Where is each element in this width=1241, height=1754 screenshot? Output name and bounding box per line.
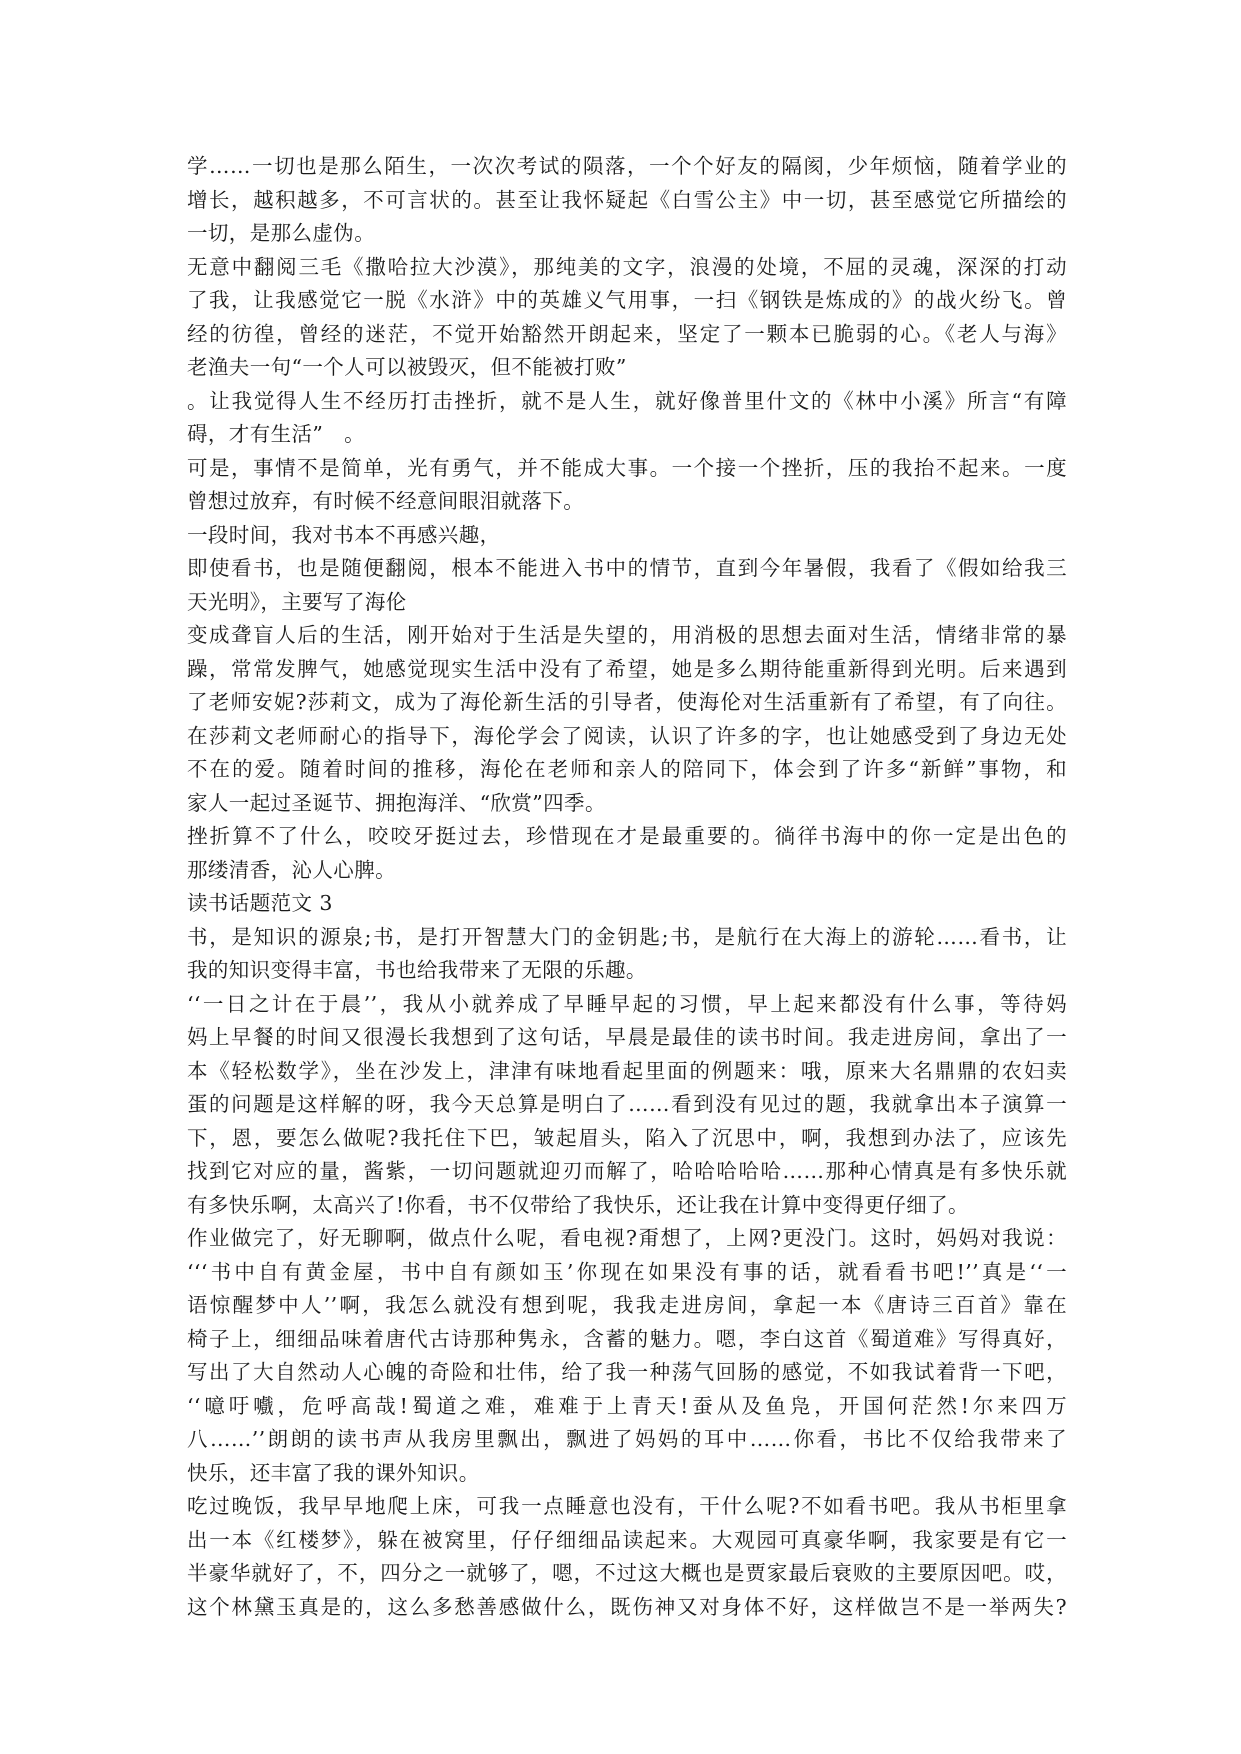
text-line: 吃过晚饭，我早早地爬上床，可我一点睡意也没有，干什么呢?不如看书吧。我从书柜里拿 — [187, 1494, 1067, 1518]
text-line: 增长，越积越多，不可言状的。甚至让我怀疑起《白雪公主》中一切，甚至感觉它所描绘的 — [187, 187, 1067, 212]
text-line: 一切，是那么虚伪。 — [187, 221, 376, 245]
text-line: 这个林黛玉真是的，这么多愁善感做什么，既伤神又对身体不好，这样做岂不是一举两失? — [187, 1594, 1067, 1619]
section-heading: 读书话题范文 3 — [187, 891, 333, 915]
text-line: 一段时间，我对书本不再感兴趣， — [187, 522, 501, 547]
text-line: ‘‘一日之计在于晨’’，我从小就养成了早睡早起的习惯，早上起来都没有什么事，等待妈 — [187, 991, 1067, 1016]
text-line: 碍，才有生活” 。 — [187, 422, 366, 446]
text-line: 可是，事情不是简单，光有勇气，并不能成大事。一个接一个挫折，压的我抬不起来。一度 — [187, 455, 1067, 480]
text-line: 我的知识变得丰富，书也给我带来了无限的乐趣。 — [187, 958, 647, 982]
text-line: ‘‘‘书中自有黄金屋，书中自有颜如玉’你现在如果没有事的话，就看看书吧!’’真是‘‘一 — [187, 1259, 1067, 1284]
text-line: 语惊醒梦中人’’啊，我怎么就没有想到呢，我我走进房间，拿起一本《唐诗三百首》靠在 — [187, 1293, 1067, 1317]
text-line: 下，恩，要怎么做呢?我托住下巴，皱起眉头，陷入了沉思中，啊，我想到办法了，应该先 — [187, 1125, 1067, 1150]
text-line: 妈上早餐的时间又很漫长我想到了这句话，早晨是最佳的读书时间。我走进房间，拿出了一 — [187, 1025, 1067, 1049]
text-line: 八……’’朗朗的读书声从我房里飘出，飘进了妈妈的耳中……你看，书比不仅给我带来了 — [187, 1427, 1067, 1451]
text-line: 出一本《红楼梦》，躲在被窝里，仔仔细细品读起来。大观园可真豪华啊，我家要是有它一 — [187, 1527, 1067, 1552]
text-line: 作业做完了，好无聊啊，做点什么呢，看电视?甭想了，上网?更没门。这时，妈妈对我说： — [187, 1226, 1067, 1250]
text-line: 挫折算不了什么，咬咬牙挺过去，珍惜现在才是最重要的。徜徉书海中的你一定是出色的 — [187, 824, 1067, 848]
text-line: 天光明》，主要写了海伦 — [187, 589, 407, 614]
text-line: 躁，常常发脾气，她感觉现实生活中没有了希望，她是多么期待能重新得到光明。后来遇到 — [187, 656, 1067, 681]
text-line: 本《轻松数学》，坐在沙发上，津津有味地看起里面的例题来：哦，原来大名鼎鼎的农妇卖 — [187, 1058, 1067, 1083]
text-line: ‘‘噫吁嚱，危呼高哉!蜀道之难，难难于上青天!蚕从及鱼凫，开国何茫然!尔来四万 — [187, 1393, 1067, 1418]
text-line: 了老师安妮?莎莉文，成为了海伦新生活的引导者，使海伦对生活重新有了希望，有了向往。 — [187, 690, 1067, 714]
text-line: 在莎莉文老师耐心的指导下，海伦学会了阅读，认识了许多的字，也让她感受到了身边无处 — [187, 723, 1067, 748]
text-line: 不在的爱。随着时间的推移，海伦在老师和亲人的陪同下，体会到了许多“新鲜”事物，和 — [187, 757, 1067, 781]
text-line: 曾想过放弃，有时候不经意间眼泪就落下。 — [187, 489, 585, 513]
text-line: 了我，让我感觉它一脱《水浒》中的英雄义气用事，一扫《钢铁是炼成的》的战火纷飞。曾 — [187, 288, 1067, 312]
text-line: 家人一起过圣诞节、拥抱海洋、“欣赏”四季。 — [187, 790, 606, 815]
text-line: 经的彷徨，曾经的迷茫，不觉开始豁然开朗起来，坚定了一颗本已脆弱的心。《老人与海》 — [187, 321, 1067, 346]
text-line: 变成聋盲人后的生活，刚开始对于生活是失望的，用消极的思想去面对生活，情绪非常的暴 — [187, 623, 1067, 647]
text-line: 老渔夫一句“一个人可以被毁灭，但不能被打败” — [187, 355, 627, 379]
text-line: 那缕清香，沁人心脾。 — [187, 857, 396, 882]
text-line: 无意中翻阅三毛《撒哈拉大沙漠》，那纯美的文字，浪漫的处境，不屈的灵魂，深深的打动 — [187, 254, 1067, 279]
text-line: 蛋的问题是这样解的呀，我今天总算是明白了……看到没有见过的题，我就拿出本子演算一 — [187, 1092, 1067, 1116]
text-line: 半豪华就好了，不，四分之一就够了，嗯，不过这大概也是贾家最后衰败的主要原因吧。哎， — [187, 1561, 1067, 1585]
text-line: 。让我觉得人生不经历打击挫折，就不是人生，就好像普里什文的《林中小溪》所言“有障 — [187, 388, 1067, 413]
text-line: 即使看书，也是随便翻阅，根本不能进入书中的情节，直到今年暑假，我看了《假如给我三 — [187, 556, 1067, 580]
text-line: 椅子上，细细品味着唐代古诗那种隽永，含蓄的魅力。嗯，李白这首《蜀道难》写得真好， — [187, 1326, 1067, 1351]
text-line: 学……一切也是那么陌生，一次次考试的陨落，一个个好友的隔阂，少年烦恼，随着学业的 — [187, 154, 1067, 178]
text-line: 书，是知识的源泉;书，是打开智慧大门的金钥匙;书，是航行在大海上的游轮……看书，让 — [187, 924, 1067, 949]
text-line: 写出了大自然动人心魄的奇险和壮伟，给了我一种荡气回肠的感觉，不如我试着背一下吧， — [187, 1360, 1067, 1384]
text-line: 有多快乐啊，太高兴了!你看，书不仅带给了我快乐，还让我在计算中变得更仔细了。 — [187, 1192, 969, 1217]
text-line: 快乐，还丰富了我的课外知识。 — [187, 1460, 480, 1485]
document-body — [187, 150, 1067, 1624]
text-line: 找到它对应的量，酱紫，一切问题就迎刃而解了，哈哈哈哈哈……那种心情真是有多快乐就 — [187, 1159, 1067, 1183]
